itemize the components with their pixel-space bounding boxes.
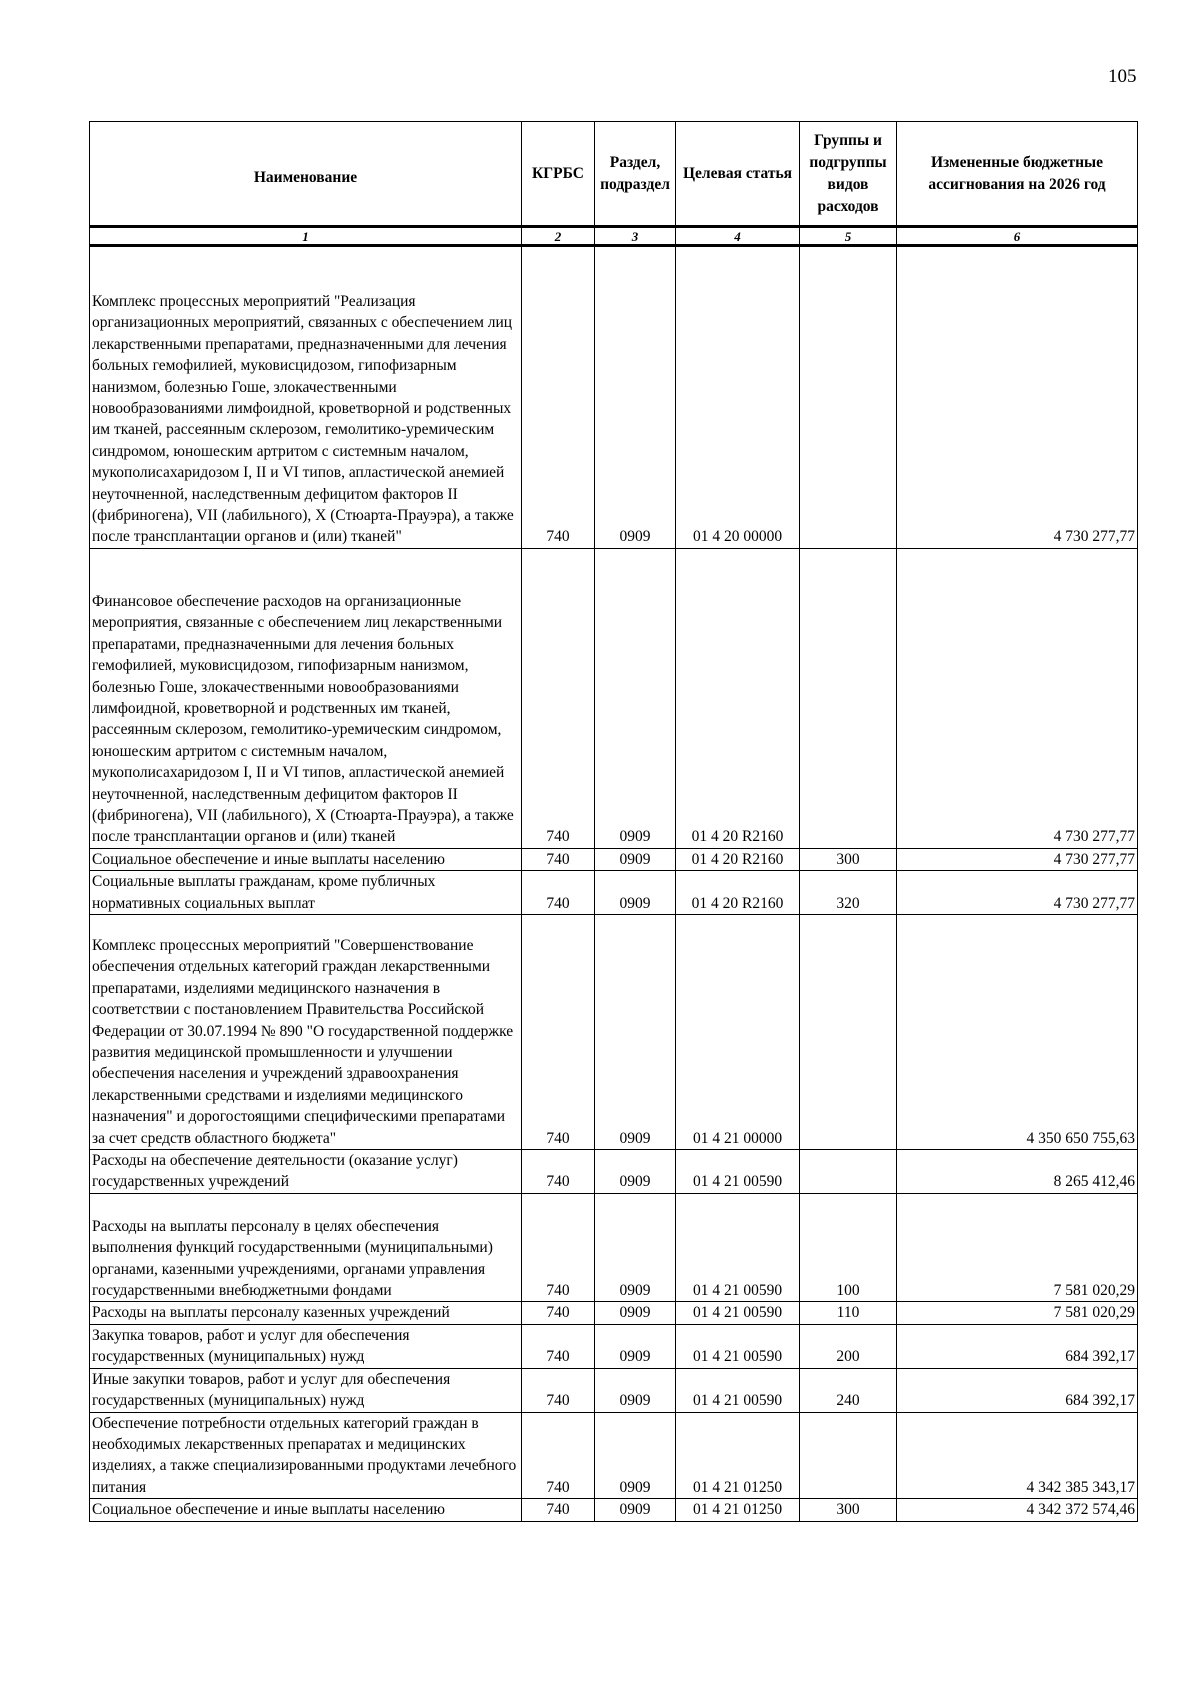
row-group: 100 [800,1193,897,1302]
row-amount: 7 581 020,29 [897,1302,1138,1324]
row-section: 0909 [595,871,676,915]
row-amount: 684 392,17 [897,1324,1138,1368]
row-amount: 4 342 372 574,46 [897,1499,1138,1521]
column-number: 5 [800,227,897,246]
row-kgrbs: 740 [522,1499,595,1521]
row-section: 0909 [595,1412,676,1499]
row-name: Социальные выплаты гражданам, кроме публичных нормативных социальных выплат [90,871,522,915]
row-amount: 8 265 412,46 [897,1150,1138,1194]
row-kgrbs: 740 [522,1302,595,1324]
table-row [90,1499,1138,1521]
table-row [90,871,1138,915]
column-number: 1 [90,227,522,246]
row-kgrbs: 740 [522,914,595,1149]
header-target: Целевая статья [676,122,800,227]
row-kgrbs: 740 [522,871,595,915]
row-amount: 684 392,17 [897,1368,1138,1412]
row-amount: 4 730 277,77 [897,848,1138,870]
header-amount: Измененные бюджетные ассигнования на 2026 год [897,122,1138,227]
row-group [800,1150,897,1194]
row-kgrbs: 740 [522,1150,595,1194]
row-name: Комплекс процессных мероприятий "Реализация организационных мероприятий, связанных с обеспечением лиц лекарственными препаратами, предназначенными для лечения больных гемофилией, муковисцидозом, гипофизарным нанизмом, болезнью Гоше, злокачественными новообразованиями лимфоидной, кроветворной и родственных им тканей, рассеянным склерозом, гемолитико-уремическим синдромом, юношеским артритом с системным началом, мукополисахаридозом I, II и VI типов, апластической анемией неуточненной, наследственным дефицитом факторов II (фибриногена), VII (лабильного), X (Стюарта-Прауэра), а также после трансплантации органов и (или) тканей" [90,246,522,549]
table-row [90,1193,1138,1302]
row-target: 01 4 20 R2160 [676,871,800,915]
row-group [800,1412,897,1499]
table-row [90,914,1138,1149]
row-section: 0909 [595,246,676,549]
table-row [90,1150,1138,1194]
row-kgrbs: 740 [522,1324,595,1368]
column-number: 4 [676,227,800,246]
row-group: 110 [800,1302,897,1324]
table-row [90,1302,1138,1324]
budget-table [89,121,1138,1522]
row-target: 01 4 20 R2160 [676,548,800,848]
row-group [800,246,897,549]
row-section: 0909 [595,914,676,1149]
header-name: Наименование [90,122,522,227]
row-section: 0909 [595,1193,676,1302]
row-group: 200 [800,1324,897,1368]
row-name: Иные закупки товаров, работ и услуг для обеспечения государственных (муниципальных) нужд [90,1368,522,1412]
row-section: 0909 [595,548,676,848]
row-section: 0909 [595,1368,676,1412]
row-target: 01 4 21 00590 [676,1302,800,1324]
row-name: Расходы на выплаты персоналу казенных учреждений [90,1302,522,1324]
page-number: 105 [1108,66,1137,87]
row-amount: 4 730 277,77 [897,871,1138,915]
row-target: 01 4 21 01250 [676,1499,800,1521]
row-name: Расходы на выплаты персоналу в целях обеспечения выполнения функций государственными (муниципальными) органами, казенными учреждениями, органами управления государственными внебюджетными фондами [90,1193,522,1302]
row-target: 01 4 21 00590 [676,1324,800,1368]
column-number: 2 [522,227,595,246]
row-name: Обеспечение потребности отдельных категорий граждан в необходимых лекарственных препаратах и медицинских изделиях, а также специализированными продуктами лечебного питания [90,1412,522,1499]
row-target: 01 4 21 00590 [676,1150,800,1194]
row-kgrbs: 740 [522,848,595,870]
row-section: 0909 [595,1150,676,1194]
row-name: Закупка товаров, работ и услуг для обеспечения государственных (муниципальных) нужд [90,1324,522,1368]
row-group: 320 [800,871,897,915]
row-kgrbs: 740 [522,1412,595,1499]
row-name: Социальное обеспечение и иные выплаты населению [90,848,522,870]
row-target: 01 4 21 00000 [676,914,800,1149]
row-group: 300 [800,848,897,870]
row-section: 0909 [595,848,676,870]
row-amount: 4 342 385 343,17 [897,1412,1138,1499]
column-number-row [90,227,1138,246]
header-row [90,122,1138,227]
row-target: 01 4 20 R2160 [676,848,800,870]
column-number: 3 [595,227,676,246]
row-name: Расходы на обеспечение деятельности (оказание услуг) государственных учреждений [90,1150,522,1194]
row-kgrbs: 740 [522,1193,595,1302]
row-amount: 7 581 020,29 [897,1193,1138,1302]
table-row [90,1324,1138,1368]
row-name: Финансовое обеспечение расходов на организационные мероприятия, связанные с обеспечением лиц лекарственными препаратами, предназначенными для лечения больных гемофилией, муковисцидозом, гипофизарным нанизмом, болезнью Гоше, злокачественными новообразованиями лимфоидной, кроветворной и родственных им тканей, рассеянным склерозом, гемолитико-уремическим синдромом, юношеским артритом с системным началом, мукополисахаридозом I, II и VI типов, апластической анемией неуточненной, наследственным дефицитом факторов II (фибриногена), VII (лабильного), X (Стюарта-Прауэра), а также после трансплантации органов и (или) тканей [90,548,522,848]
row-section: 0909 [595,1302,676,1324]
row-group [800,914,897,1149]
table-row [90,548,1138,848]
row-section: 0909 [595,1324,676,1368]
table-row [90,1368,1138,1412]
row-target: 01 4 21 01250 [676,1412,800,1499]
row-group [800,548,897,848]
header-groups: Группы и подгруппы видов расходов [800,122,897,227]
row-name: Социальное обеспечение и иные выплаты населению [90,1499,522,1521]
column-number: 6 [897,227,1138,246]
row-amount: 4 350 650 755,63 [897,914,1138,1149]
row-section: 0909 [595,1499,676,1521]
row-group: 240 [800,1368,897,1412]
table-row [90,246,1138,549]
table-row [90,848,1138,870]
row-amount: 4 730 277,77 [897,246,1138,549]
row-kgrbs: 740 [522,1368,595,1412]
row-amount: 4 730 277,77 [897,548,1138,848]
header-section: Раздел, подраздел [595,122,676,227]
row-target: 01 4 21 00590 [676,1193,800,1302]
row-group: 300 [800,1499,897,1521]
row-target: 01 4 20 00000 [676,246,800,549]
row-name: Комплекс процессных мероприятий "Совершенствование обеспечения отдельных категорий граждан лекарственными препаратами, изделиями медицинского назначения в соответствии с постановлением Правительства Российской Федерации от 30.07.1994 № 890 "О государственной поддержке развития медицинской промышленности и улучшении обеспечения населения и учреждений здравоохранения лекарственными средствами и изделиями медицинского назначения" и дорогостоящими специфическими препаратами за счет средств областного бюджета" [90,914,522,1149]
row-kgrbs: 740 [522,548,595,848]
header-kgrbs: КГРБС [522,122,595,227]
row-kgrbs: 740 [522,246,595,549]
row-target: 01 4 21 00590 [676,1368,800,1412]
table-row [90,1412,1138,1499]
